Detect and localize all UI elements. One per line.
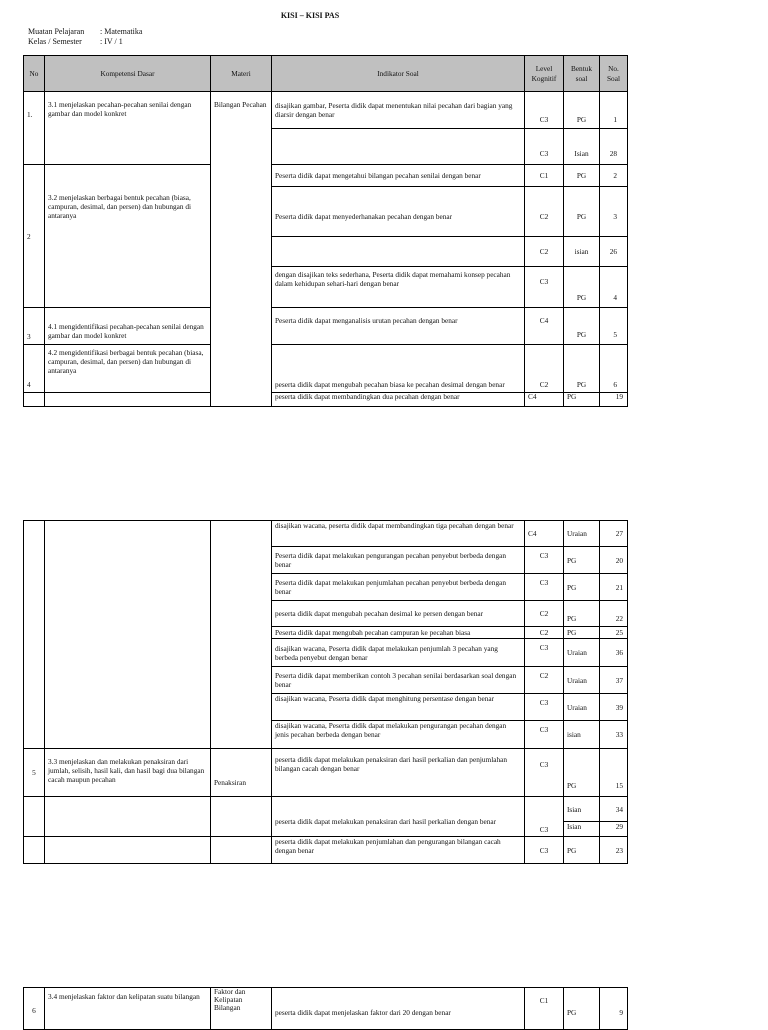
no-soal-cell: 4	[600, 267, 628, 308]
row-number: 6	[24, 988, 45, 1030]
muatan-value: : Matematika	[100, 27, 143, 36]
bentuk-cell: PG	[564, 837, 600, 864]
indikator-cell: peserta didik dapat membandingkan dua pecahan dengan benar	[272, 393, 525, 407]
indikator-cell: peserta didik dapat melakukan penaksiran dari hasil perkalian dan penjumlahan bilangan cacah dengan benar	[272, 749, 525, 797]
level-cell: C2	[525, 237, 564, 267]
table-row	[24, 749, 628, 797]
row-number: 5	[24, 749, 45, 797]
no-soal-cell: 20	[600, 547, 628, 574]
level-cell: C4	[525, 393, 564, 407]
kompetensi-dasar-cell: 3.3 menjelaskan dan melakukan penaksiran dari jumlah, selisih, hasil kali, dan hasil bagi dua bilangan cacah maupun pecahan	[45, 749, 211, 797]
bentuk-cell: PG	[564, 988, 600, 1030]
bentuk-cell: Isian	[564, 799, 599, 822]
no-soal-cell: 33	[600, 721, 628, 749]
no-soal-cell: 3	[600, 187, 628, 237]
materi-cell: Faktor dan Kelipatan Bilangan	[211, 988, 272, 1030]
indikator-cell: Peserta didik dapat menganalisis urutan pecahan dengan benar	[272, 308, 525, 345]
bentuk-cell: isian	[564, 721, 600, 749]
bentuk-cell: PG	[564, 574, 600, 601]
level-cell: C3	[525, 837, 564, 864]
bentuk-cell: Uraian	[564, 667, 600, 694]
bentuk-cell: isian	[564, 237, 600, 267]
table-row	[24, 521, 628, 547]
kompetensi-dasar-cell	[45, 521, 211, 749]
indikator-cell: Peserta didik dapat melakukan penjumlahan pecahan penyebut berbeda dengan benar	[272, 574, 525, 601]
indikator-cell: Peserta didik dapat mengubah pecahan campuran ke pecahan biasa	[272, 627, 525, 639]
bentuk-cell: PG	[564, 345, 600, 393]
document-title: KISI – KISI PAS	[280, 11, 340, 20]
no-soal-cell: 21	[600, 574, 628, 601]
no-soal-cell: 5	[600, 308, 628, 345]
indikator-cell: Peserta didik dapat mengetahui bilangan pecahan senilai dengan benar	[272, 165, 525, 187]
level-cell: C3	[525, 749, 564, 797]
no-soal-cell: 23	[600, 837, 628, 864]
indikator-cell: peserta didik dapat melakukan penjumlahan dan pengurangan bilangan cacah dengan benar	[272, 837, 525, 864]
table-header-row	[24, 56, 628, 92]
row-number	[24, 521, 45, 749]
level-cell: C3	[525, 92, 564, 129]
table-row	[24, 165, 628, 187]
kompetensi-dasar-cell	[45, 393, 211, 407]
no-soal-cell: 28	[600, 129, 628, 165]
bentuk-cell: PG	[564, 165, 600, 187]
bentuk-cell: Isian	[564, 129, 600, 165]
table-row	[24, 345, 628, 393]
indikator-cell	[272, 129, 525, 165]
bentuk-cell: PG	[564, 547, 600, 574]
level-cell: C3	[525, 574, 564, 601]
materi-cell	[211, 521, 272, 749]
header-materi: Materi	[211, 56, 272, 92]
no-soal-cell: 22	[600, 601, 628, 627]
indikator-cell: peserta didik dapat mengubah pecahan biasa ke pecahan desimal dengan benar	[272, 345, 525, 393]
indikator-cell: disajikan wacana, Peserta didik dapat menghitung persentase dengan benar	[272, 694, 525, 721]
indikator-cell: Peserta didik dapat memberikan contoh 3 pecahan senilai berdasarkan soal dengan benar	[272, 667, 525, 694]
header-level-kognitif: Level Kognitif	[525, 56, 564, 92]
level-cell: C3	[525, 721, 564, 749]
bentuk-cell: PG	[564, 187, 600, 237]
level-cell: C2	[525, 187, 564, 237]
level-cell: C3	[525, 267, 564, 308]
bentuk-cell: Isian	[567, 822, 582, 831]
bentuk-cell: PG	[564, 601, 600, 627]
no-soal-cell: 39	[600, 694, 628, 721]
kisi-table-2	[23, 520, 628, 864]
indikator-cell: disajikan wacana, Peserta didik dapat melakukan pengurangan pecahan dengan jenis pecahan berbeda dengan benar	[272, 721, 525, 749]
no-soal-cell: 37	[600, 667, 628, 694]
level-cell: C3	[525, 547, 564, 574]
table-row	[24, 393, 628, 407]
materi-cell	[211, 837, 272, 864]
kompetensi-dasar-cell: 3.2 menjelaskan berbagai bentuk pecahan (biasa, campuran, desimal, dan persen) dan hubungan di antaranya	[45, 165, 211, 308]
bentuk-cell: PG	[564, 267, 600, 308]
indikator-cell: dengan disajikan teks sederhana, Peserta didik dapat memahami konsep pecahan dalam kehidupan sehari-hari dengan benar	[272, 267, 525, 308]
header-no: No	[24, 56, 45, 92]
row-number: 1.	[24, 92, 45, 165]
table-row	[24, 92, 628, 129]
no-soal-cell: 6	[600, 345, 628, 393]
level-cell: C3	[525, 129, 564, 165]
row-number: 2	[24, 165, 45, 308]
indikator-cell: Peserta didik dapat menyederhanakan pecahan dengan benar	[272, 187, 525, 237]
table-row	[24, 308, 628, 345]
no-soal-cell: 36	[600, 639, 628, 667]
indikator-cell: disajikan wacana, Peserta didik dapat melakukan penjumlah 3 pecahan yang berbeda penyebut dengan benar	[272, 639, 525, 667]
row-number	[24, 393, 45, 407]
level-cell: C2	[525, 345, 564, 393]
row-number: 4	[24, 345, 45, 393]
indikator-cell	[272, 237, 525, 267]
table-row	[24, 837, 628, 864]
kompetensi-dasar-cell	[45, 837, 211, 864]
materi-cell: Penaksiran	[211, 749, 272, 797]
row-number	[24, 797, 45, 837]
bentuk-split-cell	[564, 797, 600, 837]
materi-cell	[211, 797, 272, 837]
indikator-cell: Peserta didik dapat melakukan pengurangan pecahan penyebut berbeda dengan benar	[272, 547, 525, 574]
indikator-cell: disajikan wacana, peserta didik dapat membandingkan tiga pecahan dengan benar	[272, 521, 525, 547]
kompetensi-dasar-cell: 3.4 menjelaskan faktor dan kelipatan suatu bilangan	[45, 988, 211, 1030]
no-soal-cell: 19	[600, 393, 628, 407]
kelas-row	[28, 37, 123, 47]
bentuk-cell: Uraian	[564, 694, 600, 721]
table-row	[24, 797, 628, 837]
bentuk-cell: Uraian	[564, 639, 600, 667]
bentuk-cell: PG	[564, 393, 600, 407]
no-soal-cell: 26	[600, 237, 628, 267]
indikator-cell: peserta didik dapat mengubah pecahan desimal ke persen dengan benar	[272, 601, 525, 627]
level-cell: C2	[525, 601, 564, 627]
level-cell: C1	[525, 165, 564, 187]
bentuk-cell: PG	[564, 308, 600, 345]
no-soal-cell: 25	[600, 627, 628, 639]
level-cell: C2	[525, 667, 564, 694]
bentuk-cell: Uraian	[564, 521, 600, 547]
kelas-label: Kelas / Semester	[28, 37, 82, 46]
no-soal-cell: 9	[600, 988, 628, 1030]
kelas-value: : IV / 1	[100, 37, 123, 46]
level-cell: C3	[525, 797, 564, 837]
no-soal-cell: 1	[600, 92, 628, 129]
bentuk-cell: PG	[564, 749, 600, 797]
materi-cell: Bilangan Pecahan	[211, 92, 272, 407]
header-no-soal: No. Soal	[600, 56, 628, 92]
indikator-cell: peserta didik dapat melakukan penaksiran dari hasil perkalian dengan benar	[272, 797, 525, 837]
level-cell: C3	[525, 639, 564, 667]
level-cell: C4	[525, 308, 564, 345]
muatan-label: Muatan Pelajaran	[28, 27, 85, 36]
header-kompetensi-dasar: Kompetensi Dasar	[45, 56, 211, 92]
kompetensi-dasar-cell	[45, 797, 211, 837]
indikator-cell: disajikan gambar, Peserta didik dapat menentukan nilai pecahan dari bagian yang diarsir dengan benar	[272, 92, 525, 129]
row-number	[24, 837, 45, 864]
bentuk-cell: PG	[564, 627, 600, 639]
no-soal-cell: 34	[600, 799, 627, 822]
no-soal-cell: 2	[600, 165, 628, 187]
muatan-row	[28, 27, 142, 37]
level-cell: C3	[525, 694, 564, 721]
bentuk-cell: PG	[564, 92, 600, 129]
level-cell: C4	[525, 521, 564, 547]
table-row	[24, 988, 628, 1030]
kompetensi-dasar-cell: 3.1 menjelaskan pecahan-pecahan senilai dengan gambar dan model konkret	[45, 92, 211, 165]
kompetensi-dasar-cell: 4.1 mengidentifikasi pecahan-pecahan senilai dengan gambar dan model konkret	[45, 308, 211, 345]
level-cell: C2	[525, 627, 564, 639]
header-bentuk-soal: Bentuk soal	[564, 56, 600, 92]
kisi-table-1	[23, 55, 628, 407]
indikator-cell: peserta didik dapat menjelaskan faktor dari 20 dengan benar	[272, 988, 525, 1030]
kompetensi-dasar-cell: 4.2 mengidentifikasi berbagai bentuk pecahan (biasa, campuran, desimal, dan persen) dan hubungan di antaranya	[45, 345, 211, 393]
no-soal-cell: 27	[600, 521, 628, 547]
no-soal-cell: 15	[600, 749, 628, 797]
row-number: 3	[24, 308, 45, 345]
no-soal-cell: 29	[615, 822, 623, 831]
level-cell: C1	[525, 988, 564, 1030]
header-indikator-soal: Indikator Soal	[272, 56, 525, 92]
no-soal-split-cell	[600, 797, 628, 837]
